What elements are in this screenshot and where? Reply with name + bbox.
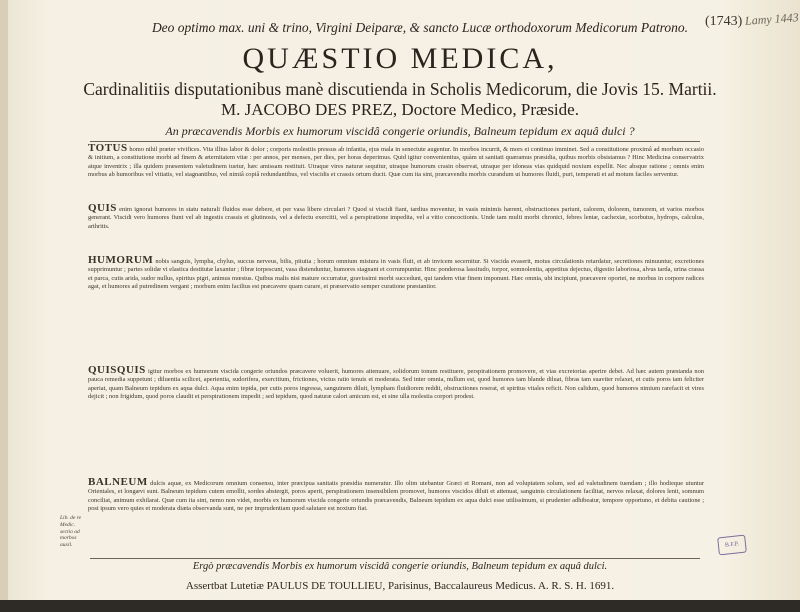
paragraph-5 xyxy=(88,478,704,556)
praeses-line: M. JACOBO DES PREZ, Doctore Medico, Præside. xyxy=(221,100,579,119)
paragraph-text: dulcis aquæ, ex Medicorum omnium consensu, inter præcipua sanitatis præsidia numeratur. Illo olim utebantur Græci et Romani, non ad voluptatem solum, sed ad valetudinem tuendam ; illo hodieque utuntur Orientales, et longævi sunt. Balneum tepidum cutem emollit, sordes abstergit, poros aperit, perspirationem insensibilem promovet, humores viscidos diluit et attenuat, sanguinis circulationem facilitat, nervos relaxat, dolores lenit, somnum conciliat, animum exhilarat. Quæ cum ita sint, nemo non videt, morbis ex humorum viscida congerie oriundis præcavendis, Balneum tepidum ex aqua dulci esse utilissimum, si prudenter adhibeatur, tempore opportuno, et debita cautione ; post ipsum vero quies et moderata diæta observanda sunt, ne per imprudentiam quod salutare est noxium fiat. xyxy=(88,480,704,513)
document-subtitle: Cardinalitiis disputationibus manè discutienda in Scholis Medicorum, die Jovis 15. Martii. xyxy=(83,79,717,99)
thesis-conclusion: Ergò præcavendis Morbis ex humorum viscidâ congerie oriundis, Balneum tepidum ex aquâ dulci. xyxy=(192,561,608,572)
paragraph-1 xyxy=(88,144,704,202)
dropcap: BALNEUM xyxy=(88,478,148,488)
dropcap: TOTUS xyxy=(88,144,128,154)
dropcap: QUIS xyxy=(88,204,117,214)
handwritten-shelfmark: Lamy 1443 xyxy=(744,10,800,28)
margin-note: Lib. de re Medic. sectio ad morbos auxil. xyxy=(60,515,82,549)
invocation-line: Deo optimo max. uni & trino, Virgini Deiparæ, & sancto Lucæ orthodoxorum Medicorum Patrono. xyxy=(151,20,689,35)
respondent-line: Assertbat Lutetiæ PAULUS DE TOULLIEU, Parisinus, Baccalaureus Medicus. A. R. S. H. 1691. xyxy=(185,580,615,592)
paragraph-4 xyxy=(88,366,704,476)
page-bottom-edge xyxy=(0,600,800,612)
paragraph-text: nobis sanguis, lympha, chylus, succus nerveus, bilis, pituita ; horum omnium mistura in vasis fluit, et ab invicem secernitur. Si viscida evaserit, motus circulationis retardatur, secretiones minuuntur, excretiones supprimuntur ; partes solidæ vi elastica destitutæ laxantur ; fibræ torpescunt, vasa distenduntur, humores stagnant et corrumpuntur. Hinc ponderosa lassitudo, torpor, somnolentia, appetitus dejectus, digestio laboriosa, alvus tarda, urina crassa et parca, cutis arida, sudor nullus, spiritus pigri, animus mœstus. Quibus malis nisi mature occurratur, gravissimi morbi succedunt, qui tandem vitæ finem imponunt. Hæc omnia, ubi incipiunt, præcavere oportet, ne morbus in corpore radices agat, et humores ad putredinem vergant ; morbum enim facilius est præcavere quam curare, et præservatio semper curatione præstantior. xyxy=(88,258,704,291)
paragraph-3 xyxy=(88,256,704,364)
paragraph-text: homo nihil præter vivifices. Vita illius labor & dolor ; corporis molestiis pressus ab infantia, ejus mala in senectute augentur. In morbos incurrit, & mors ei continuo imminet. Sed a constitutione proximâ ad morbum occasio & initium, a constitutione morbi ad finem & æternitatem vitæ : per annos, per menses, per dies, per horas deperimus. Quid igitur convenientius, quàm ut sanitati quæramus præsidia, quibus morbis obsistamus ? Hinc Medicina conservatrix atque inventrix ; illa quidem præsentem valetudinem tuetur, hæc amissam restituit. Utraque vires naturæ sequitur, utraque humorum crasin observat, utraque per idoneas vias quidquid noxium expellit. Nec absque ratione ; omnis enim morbus ab humoribus vel vitiatis, vel stagnantibus, vel nimiâ copiâ redundantibus, vel viscidis et crassis ortum ducit. Quæ cum ita sint, præcavendis morbis curandum ut humores fluidi, puri, temperati et ad motum faciles serventur. xyxy=(88,146,704,179)
library-stamp: B.F.P. xyxy=(717,535,747,556)
dropcap: QUISQUIS xyxy=(88,366,146,376)
dropcap: HUMORUM xyxy=(88,256,154,266)
paragraph-text: enim ignorat humores in statu naturali fluidos esse debere, et per vasa libere circulari ? Quod si viscidi fiant, tardius moventur, in vasis minimis hærent, obstructiones pariunt, calorem, dolorem, tumorem, et varios morbos generant. Viscidi vero humores fiunt vel ab ingestis crassis et glutinosis, vel a defectu exercitii, vel a perspiratione impedita, vel a vitio concoctionis. Unde tam multi morbi chronici, febres lentæ, cachexiæ, scorbutus, hydrops, calculus, arthritis. xyxy=(88,206,704,230)
thesis-question: An præcavendis Morbis ex humorum viscidâ congerie oriundis, Balneum tepidum ex aquâ dulci ? xyxy=(165,124,635,138)
shelfmark-number: (1743) xyxy=(705,14,743,29)
paragraph-2 xyxy=(88,204,704,254)
divider xyxy=(90,558,700,559)
paragraph-text: igitur morbos ex humorum viscida congerie oriundos præcavere voluerit, humores attenuare, solidorum tonum restituere, perspirationem promovere, et vias excretorias aperire debet. Ad hæc autem præstanda non pauca remedia suppetunt ; diluentia scilicet, aperientia, sudorifera, exercitium, frictiones, victus ratio tenuis et moderata. Sed inter omnia, nullum est, quod humores tam blande diluat, fibras tam suaviter relaxet, et cutis poros tam feliciter aperiat, quam Balneum tepidum ex aqua dulci. Aqua enim tepida, per cutis poros ingressa, sanguinem diluit, lympham fluidiorem reddit, obstructiones reserat, et spiritus vitales reficit. Non calidum, quod humores nimium rarefacit et vires dejicit ; non frigidum, quod poros claudit et perspirationem impedit ; sed tepidum, quod naturæ calori amicum est, et sine ulla molestia corpori prodest. xyxy=(88,368,704,401)
document-title: QUÆSTIO MEDICA, xyxy=(242,42,558,75)
divider xyxy=(90,141,700,142)
